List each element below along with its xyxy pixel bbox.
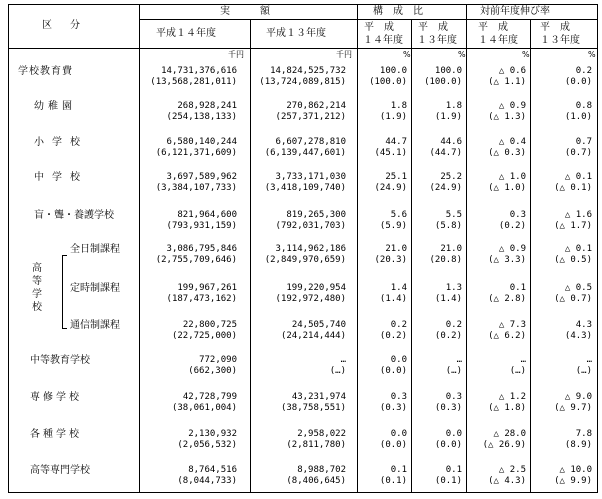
header-actual: 実 額 <box>220 6 270 17</box>
cell-a14: 22,800,725 <box>182 320 237 330</box>
unit-actual-h13: 千円 <box>336 50 352 59</box>
cell-g13-prev: (△ 0.7) <box>554 294 592 304</box>
cell-a14: 268,928,241 <box>177 101 237 111</box>
cell-a14: 8,764,516 <box>188 465 237 475</box>
cell-c14: 25.1 <box>385 172 407 182</box>
unit-actual-h14: 千円 <box>228 50 244 59</box>
cell-a13-prev: (24,214,444) <box>280 331 346 341</box>
cell-a14-prev: (13,568,281,011) <box>150 77 237 87</box>
cell-a13: 270,862,214 <box>286 101 346 111</box>
cell-a14: 772,090 <box>199 355 237 365</box>
cell-g14-prev: (△ 1.8) <box>488 403 526 413</box>
cell-a14-prev: (6,121,371,609) <box>155 148 237 158</box>
header-growth-h13-1: 平 成 <box>540 22 570 33</box>
rule-col-comp <box>357 4 358 493</box>
header-growth-h14-2: １４年度 <box>478 35 518 46</box>
cell-g13: 7.8 <box>575 429 592 439</box>
row-label: 幼稚園 <box>34 101 76 112</box>
cell-a14: 2,130,932 <box>188 429 237 439</box>
cell-c13-prev: (0.2) <box>434 331 462 341</box>
rule-col-comp-mid <box>411 19 412 493</box>
header-actual-h13: 平成１３年度 <box>266 28 326 39</box>
row-label: 中等教育学校 <box>30 355 90 366</box>
cell-c13-prev: (0.0) <box>434 440 462 450</box>
cell-a14: 14,731,376,616 <box>161 66 237 76</box>
cell-g13: △ 0.5 <box>564 283 592 293</box>
row-label: 高等専門学校 <box>30 465 90 476</box>
cell-a13-prev: (192,972,480) <box>275 294 346 304</box>
row-label: 盲・聾・養護学校 <box>34 210 114 221</box>
cell-g14: △ 0.9 <box>498 244 526 254</box>
cell-a13: 819,265,300 <box>286 210 346 220</box>
cell-g14-prev: (△ 0.3) <box>488 148 526 158</box>
cell-a13: 14,824,525,732 <box>270 66 346 76</box>
cell-c14: 21.0 <box>385 244 407 254</box>
cell-c14: 100.0 <box>379 66 407 76</box>
unit-comp-h13: % <box>458 50 466 59</box>
cell-c14-prev: (100.0) <box>369 77 407 87</box>
cell-c13: … <box>456 355 462 365</box>
cell-a14-prev: (2,056,532) <box>177 440 237 450</box>
cell-g14-prev: (△ 2.8) <box>488 294 526 304</box>
cell-g13: … <box>586 355 592 365</box>
cell-c14-prev: (5.9) <box>379 221 407 231</box>
cell-c13: 44.6 <box>440 137 462 147</box>
row-label: 定時制課程 <box>70 283 120 294</box>
rule-bottom <box>8 492 598 493</box>
cell-c13: 100.0 <box>434 66 462 76</box>
cell-g14: △ 7.3 <box>498 320 526 330</box>
rule-left <box>8 4 9 493</box>
cell-a14: 42,728,799 <box>182 392 237 402</box>
cell-a14-prev: (187,473,162) <box>166 294 237 304</box>
cell-c14-prev: (0.0) <box>379 440 407 450</box>
cell-c13-prev: (1.4) <box>434 294 462 304</box>
cell-c13: 1.8 <box>445 101 462 111</box>
cell-c13: 0.0 <box>445 429 462 439</box>
koto-bracket-top <box>62 255 67 256</box>
row-label: 中学校 <box>34 172 88 183</box>
cell-c13-prev: (24.9) <box>429 183 462 193</box>
cell-g13-prev: (8.9) <box>564 440 592 450</box>
cell-c14: 0.0 <box>390 355 407 365</box>
cell-c13: 25.2 <box>440 172 462 182</box>
header-comp-h13-1: 平 成 <box>418 22 448 33</box>
cell-c14: 0.3 <box>390 392 407 402</box>
cell-c13: 0.1 <box>445 465 462 475</box>
cell-a13: 8,988,702 <box>297 465 346 475</box>
cell-g14-prev: (△ 1.0) <box>488 183 526 193</box>
cell-c14: 44.7 <box>385 137 407 147</box>
cell-g13: △ 0.1 <box>564 172 592 182</box>
cell-g13-prev: (0.0) <box>564 77 592 87</box>
cell-g13: 4.3 <box>575 320 592 330</box>
header-actual-h14: 平成１４年度 <box>156 28 216 39</box>
cell-c13-prev: (5.8) <box>434 221 462 231</box>
cell-a13-prev: (13,724,089,815) <box>259 77 346 87</box>
cell-a14: 199,967,261 <box>177 283 237 293</box>
cell-c13-prev: (…) <box>445 366 462 376</box>
cell-g13: 0.8 <box>575 101 592 111</box>
cell-g14: △ 0.9 <box>498 101 526 111</box>
cell-g13-prev: (4.3) <box>564 331 592 341</box>
cell-a13: … <box>340 355 346 365</box>
cell-a13-prev: (…) <box>329 366 346 376</box>
cell-c13-prev: (20.8) <box>429 255 462 265</box>
koto-bracket-vertical <box>62 255 63 329</box>
cell-c14: 0.1 <box>390 465 407 475</box>
cell-c14: 1.8 <box>390 101 407 111</box>
cell-g14-prev: (△ 1.3) <box>488 112 526 122</box>
cell-a14-prev: (662,300) <box>188 366 237 376</box>
cell-a13-prev: (8,406,645) <box>286 476 346 486</box>
cell-a13-prev: (2,849,970,659) <box>264 255 346 265</box>
koto-label: 高等学校 <box>32 263 42 313</box>
cell-c14-prev: (0.3) <box>379 403 407 413</box>
cell-c14-prev: (24.9) <box>374 183 407 193</box>
rule-header-bottom <box>8 48 598 49</box>
cell-a13-prev: (3,418,109,740) <box>264 183 346 193</box>
cell-c14-prev: (45.1) <box>374 148 407 158</box>
cell-g14: △ 28.0 <box>493 429 526 439</box>
row-label: 全日制課程 <box>70 244 120 255</box>
cell-g14: △ 2.5 <box>498 465 526 475</box>
cell-c14-prev: (20.3) <box>374 255 407 265</box>
cell-g14-prev: (△ 26.9) <box>482 440 526 450</box>
cell-g13: △ 1.6 <box>564 210 592 220</box>
cell-a13-prev: (6,139,447,601) <box>264 148 346 158</box>
rule-col-growth <box>466 4 467 493</box>
cell-a13: 199,220,954 <box>286 283 346 293</box>
cell-g13-prev: (…) <box>575 366 592 376</box>
row-label: 各種学校 <box>30 429 82 440</box>
cell-c14: 1.4 <box>390 283 407 293</box>
header-growth-h13-2: １３年度 <box>540 35 580 46</box>
cell-g14: △ 1.2 <box>498 392 526 402</box>
cell-a13: 3,733,171,030 <box>275 172 346 182</box>
cell-c13: 21.0 <box>440 244 462 254</box>
row-label: 通信制課程 <box>70 320 120 331</box>
cell-a13-prev: (2,811,780) <box>286 440 346 450</box>
cell-a14: 6,580,140,244 <box>166 137 237 147</box>
cell-a13: 43,231,974 <box>291 392 346 402</box>
header-comp-h13-2: １３年度 <box>417 35 457 46</box>
cell-g13-prev: (1.0) <box>564 112 592 122</box>
cell-c13-prev: (44.7) <box>429 148 462 158</box>
cell-a14-prev: (38,061,004) <box>171 403 237 413</box>
cell-a13: 3,114,962,186 <box>275 244 346 254</box>
cell-g14: △ 0.6 <box>498 66 526 76</box>
cell-a14-prev: (3,384,107,733) <box>155 183 237 193</box>
cell-g13-prev: (△ 9.9) <box>554 476 592 486</box>
row-label: 専修学校 <box>30 392 82 403</box>
cell-a13: 6,607,278,810 <box>275 137 346 147</box>
cell-g14-prev: (△ 1.1) <box>488 77 526 87</box>
cell-c13: 0.2 <box>445 320 462 330</box>
cell-c14-prev: (0.1) <box>379 476 407 486</box>
row-label: 学校教育費 <box>18 66 73 77</box>
cell-c14-prev: (1.9) <box>379 112 407 122</box>
cell-g13-prev: (△ 0.5) <box>554 255 592 265</box>
cell-g13: △ 9.0 <box>564 392 592 402</box>
header-comp-h14-1: 平 成 <box>364 22 394 33</box>
cell-a14-prev: (22,725,000) <box>171 331 237 341</box>
cell-g13: 0.2 <box>575 66 592 76</box>
header-comp-h14-2: １４年度 <box>363 35 403 46</box>
cell-a14-prev: (2,755,709,646) <box>155 255 237 265</box>
cell-g13-prev: (△ 1.7) <box>554 221 592 231</box>
header-category: 区 分 <box>42 20 84 31</box>
rule-right <box>597 4 598 493</box>
cell-c13-prev: (1.9) <box>434 112 462 122</box>
unit-comp-h14: % <box>403 50 411 59</box>
cell-g14-prev: (△ 4.3) <box>488 476 526 486</box>
cell-g14: … <box>520 355 526 365</box>
cell-g13: △ 10.0 <box>559 465 592 475</box>
cell-g13: 0.7 <box>575 137 592 147</box>
cell-g14-prev: (△ 6.2) <box>488 331 526 341</box>
cell-c14-prev: (0.2) <box>379 331 407 341</box>
cell-c13: 0.3 <box>445 392 462 402</box>
cell-a14-prev: (793,931,159) <box>166 221 237 231</box>
cell-c13-prev: (100.0) <box>424 77 462 87</box>
cell-c13: 1.3 <box>445 283 462 293</box>
cell-g13-prev: (0.7) <box>564 148 592 158</box>
cell-a14: 3,697,589,962 <box>166 172 237 182</box>
cell-a14: 821,964,600 <box>177 210 237 220</box>
cell-g14: △ 0.4 <box>498 137 526 147</box>
cell-c13: 5.5 <box>445 210 462 220</box>
rule-top <box>8 4 598 5</box>
header-growth-h14-1: 平 成 <box>478 22 508 33</box>
cell-a14: 3,086,795,846 <box>166 244 237 254</box>
unit-growth-h14: % <box>522 50 530 59</box>
header-composition: 構 成 比 <box>373 6 423 17</box>
cell-g14-prev: (0.2) <box>498 221 526 231</box>
cell-a14-prev: (8,044,733) <box>177 476 237 486</box>
cell-g13-prev: (△ 9.7) <box>554 403 592 413</box>
cell-g14: 0.3 <box>509 210 526 220</box>
cell-c14: 5.6 <box>390 210 407 220</box>
cell-a13-prev: (257,371,212) <box>275 112 346 122</box>
cell-g14: 0.1 <box>509 283 526 293</box>
cell-a13-prev: (38,758,551) <box>280 403 346 413</box>
cell-a13: 2,958,022 <box>297 429 346 439</box>
cell-c13-prev: (0.1) <box>434 476 462 486</box>
koto-bracket-bottom <box>62 328 67 329</box>
header-growth: 対前年度伸び率 <box>480 6 550 17</box>
cell-a13: 24,505,740 <box>291 320 346 330</box>
rule-col-actual-mid <box>250 19 251 493</box>
rule-col-growth-mid <box>530 19 531 493</box>
cell-g14-prev: (△ 3.3) <box>488 255 526 265</box>
row-label: 小学校 <box>34 137 88 148</box>
cell-c14: 0.0 <box>390 429 407 439</box>
cell-c14: 0.2 <box>390 320 407 330</box>
cell-c14-prev: (1.4) <box>379 294 407 304</box>
cell-g13-prev: (△ 0.1) <box>554 183 592 193</box>
cell-g13: △ 0.1 <box>564 244 592 254</box>
cell-c14-prev: (0.0) <box>379 366 407 376</box>
cell-c13-prev: (0.3) <box>434 403 462 413</box>
unit-growth-h13: % <box>588 50 596 59</box>
cell-g14-prev: (…) <box>509 366 526 376</box>
rule-col-actual <box>139 4 140 493</box>
cell-a14-prev: (254,138,133) <box>166 112 237 122</box>
cell-g14: △ 1.0 <box>498 172 526 182</box>
cell-a13-prev: (792,031,703) <box>275 221 346 231</box>
